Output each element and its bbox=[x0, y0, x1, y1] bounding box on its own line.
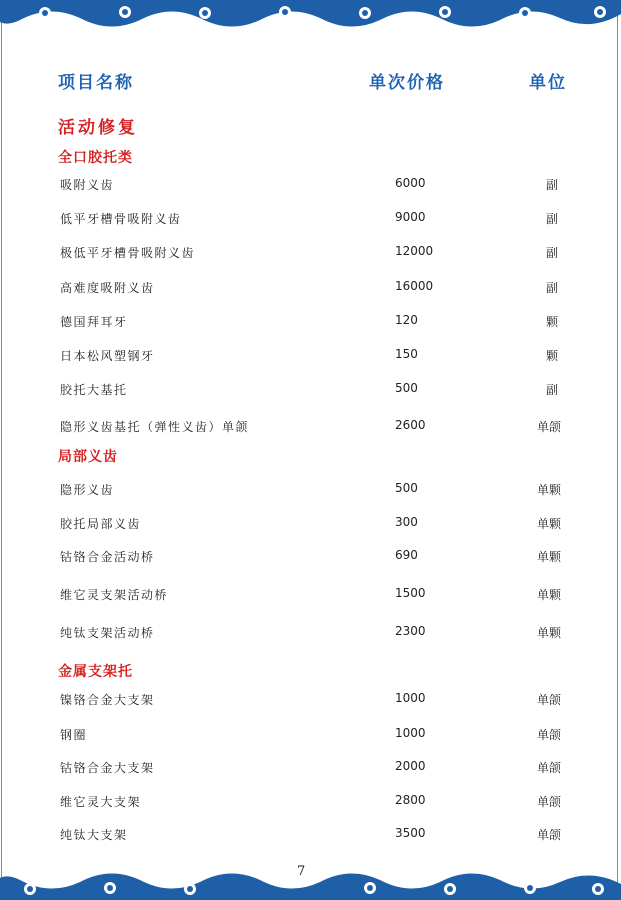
table-row bbox=[0, 759, 621, 777]
item-price: 120 bbox=[395, 313, 418, 327]
category-title: 全口胶托类 bbox=[58, 150, 133, 166]
item-name: 低平牙槽骨吸附义齿 bbox=[60, 212, 182, 226]
item-unit: 副 bbox=[546, 178, 559, 192]
top-wave-border bbox=[0, 0, 621, 40]
table-row bbox=[0, 726, 621, 744]
item-unit: 单颌 bbox=[537, 828, 562, 842]
item-name: 钢圈 bbox=[60, 728, 88, 742]
header-price: 单次价格 bbox=[369, 73, 445, 93]
item-unit: 副 bbox=[546, 281, 559, 295]
item-name: 维它灵支架活动桥 bbox=[60, 588, 169, 602]
section-title: 活动修复 bbox=[58, 118, 138, 138]
table-row bbox=[0, 691, 621, 709]
item-unit: 单颌 bbox=[537, 420, 562, 434]
item-unit: 颗 bbox=[546, 315, 559, 329]
item-name: 极低平牙槽骨吸附义齿 bbox=[60, 246, 196, 260]
item-name: 纯钛大支架 bbox=[60, 828, 128, 842]
item-price: 2000 bbox=[395, 759, 426, 773]
table-header bbox=[0, 68, 621, 94]
item-price: 6000 bbox=[395, 176, 426, 190]
page-number: 7 bbox=[297, 864, 306, 879]
table-row bbox=[0, 176, 621, 194]
bottom-wave-border bbox=[0, 860, 621, 900]
item-price: 1000 bbox=[395, 726, 426, 740]
item-price: 16000 bbox=[395, 279, 434, 293]
item-unit: 单颗 bbox=[537, 483, 562, 497]
item-unit: 单颗 bbox=[537, 626, 562, 640]
header-item-name: 项目名称 bbox=[58, 73, 134, 93]
table-row bbox=[0, 418, 621, 436]
item-name: 胶托大基托 bbox=[60, 383, 128, 397]
item-unit: 单颗 bbox=[537, 588, 562, 602]
table-row bbox=[0, 347, 621, 365]
item-unit: 单颌 bbox=[537, 693, 562, 707]
item-name: 德国拜耳牙 bbox=[60, 315, 128, 329]
table-row bbox=[0, 548, 621, 566]
item-name: 钴铬合金活动桥 bbox=[60, 550, 155, 564]
table-row bbox=[0, 279, 621, 297]
item-unit: 副 bbox=[546, 383, 559, 397]
item-name: 高难度吸附义齿 bbox=[60, 281, 155, 295]
item-price: 3500 bbox=[395, 826, 426, 840]
item-name: 纯钛支架活动桥 bbox=[60, 626, 155, 640]
item-name: 钴铬合金大支架 bbox=[60, 761, 155, 775]
table-row bbox=[0, 586, 621, 604]
table-row bbox=[0, 481, 621, 499]
item-name: 胶托局部义齿 bbox=[60, 517, 142, 531]
table-row bbox=[0, 313, 621, 331]
item-unit: 单颗 bbox=[537, 517, 562, 531]
item-price: 2600 bbox=[395, 418, 426, 432]
item-price: 300 bbox=[395, 515, 418, 529]
header-unit: 单位 bbox=[529, 73, 567, 93]
item-unit: 副 bbox=[546, 212, 559, 226]
table-row bbox=[0, 210, 621, 228]
item-name: 镍铬合金大支架 bbox=[60, 693, 155, 707]
item-unit: 副 bbox=[546, 246, 559, 260]
table-row bbox=[0, 381, 621, 399]
item-unit: 颗 bbox=[546, 349, 559, 363]
item-name: 维它灵大支架 bbox=[60, 795, 142, 809]
item-name: 隐形义齿 bbox=[60, 483, 115, 497]
table-row bbox=[0, 244, 621, 262]
item-unit: 单颌 bbox=[537, 761, 562, 775]
category-title: 局部义齿 bbox=[58, 449, 118, 465]
item-price: 12000 bbox=[395, 244, 434, 258]
item-price: 9000 bbox=[395, 210, 426, 224]
table-row bbox=[0, 624, 621, 642]
item-price: 1500 bbox=[395, 586, 426, 600]
item-name: 吸附义齿 bbox=[60, 178, 115, 192]
item-price: 150 bbox=[395, 347, 418, 361]
item-price: 500 bbox=[395, 481, 418, 495]
table-row bbox=[0, 515, 621, 533]
item-unit: 单颗 bbox=[537, 550, 562, 564]
item-price: 1000 bbox=[395, 691, 426, 705]
item-unit: 单颌 bbox=[537, 795, 562, 809]
item-unit: 单颌 bbox=[537, 728, 562, 742]
item-price: 2300 bbox=[395, 624, 426, 638]
table-row bbox=[0, 826, 621, 844]
item-price: 2800 bbox=[395, 793, 426, 807]
table-row bbox=[0, 793, 621, 811]
item-price: 500 bbox=[395, 381, 418, 395]
item-name: 日本松风塑钢牙 bbox=[60, 349, 155, 363]
item-price: 690 bbox=[395, 548, 418, 562]
item-name: 隐形义齿基托（弹性义齿）单颌 bbox=[60, 420, 250, 434]
category-title: 金属支架托 bbox=[58, 664, 133, 680]
